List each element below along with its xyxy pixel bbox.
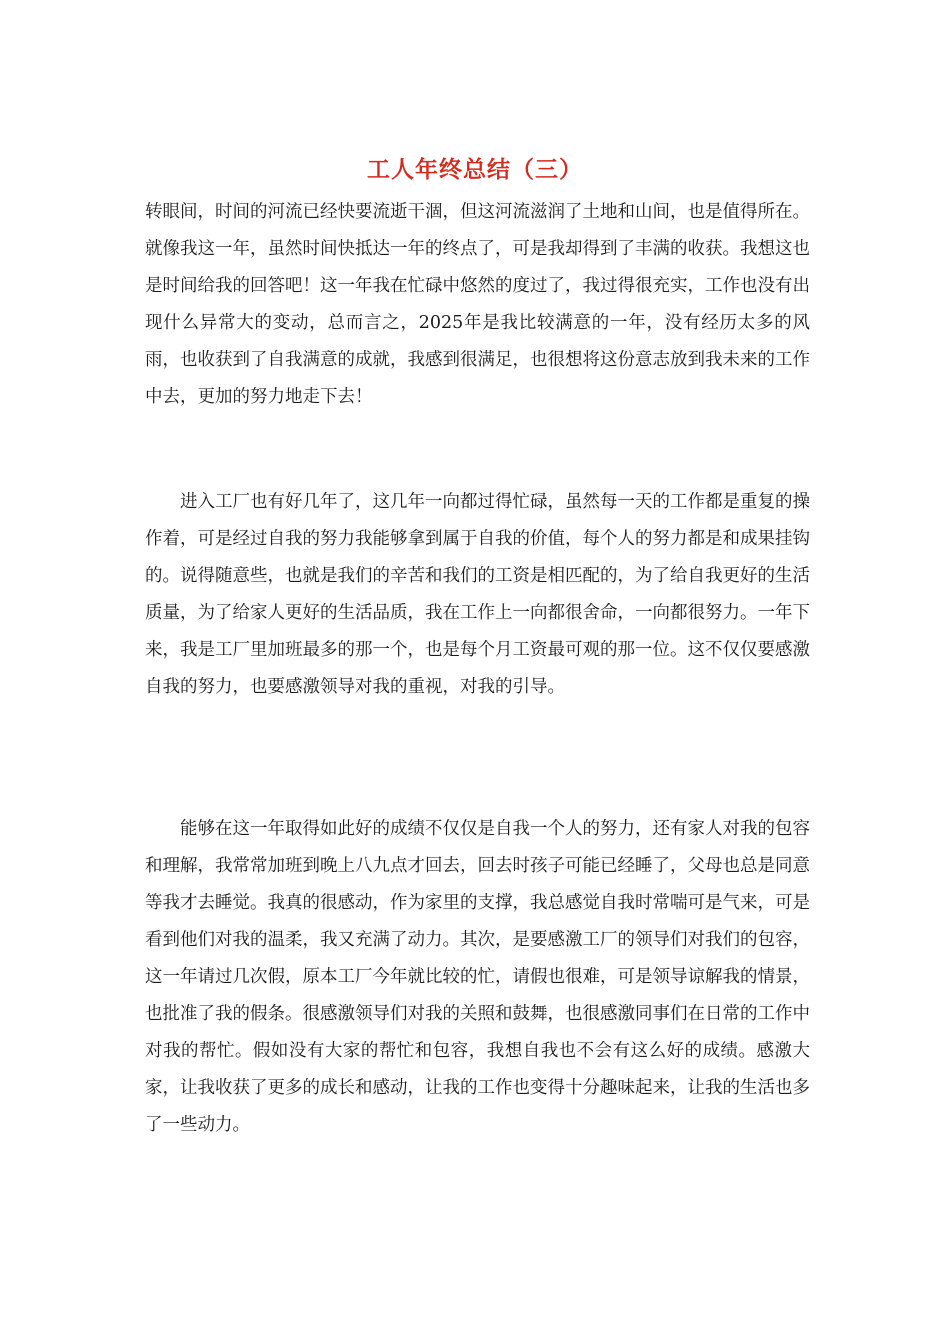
paragraph-3: 能够在这一年取得如此好的成绩不仅仅是自我一个人的努力，还有家人对我的包容和理解，我常常加班到晚上八九点才回去，回去时孩子可能已经睡了，父母也总是同意等我才去睡觉。我真的很感动，作为家里的支撑，我总感觉自我时常喘可是气来，可是看到他们对我的温柔，我又充满了动力。其次，是要感激工厂的领导们对我们的包容，这一年请过几次假，原本工厂今年就比较的忙，请假也很难，可是领导谅解我的情景，也批准了我的假条。很感激领导们对我的关照和鼓舞，也很感激同事们在日常的工作中对我的帮忙。假如没有大家的帮忙和包容，我想自我也不会有这么好的成绩。感激大家，让我收获了更多的成长和感动，让我的工作也变得十分趣味起来，让我的生活也多了一些动力。 [145,819,810,1135]
document-title: 工人年终总结（三） [367,156,583,183]
paragraph-2: 进入工厂也有好几年了，这几年一向都过得忙碌，虽然每一天的工作都是重复的操作着，可是经过自我的努力我能够拿到属于自我的价值，每个人的努力都是和成果挂钩的。说得随意些，也就是我们的辛苦和我们的工资是相匹配的，为了给自我更好的生活质量，为了给家人更好的生活品质，我在工作上一向都很舍命，一向都很努力。一年下来，我是工厂里加班最多的那一个，也是每个月工资最可观的那一位。这不仅仅要感激自我的努力，也要感激领导对我的重视，对我的引导。 [145,492,810,697]
paragraph-1: 转眼间，时间的河流已经快要流逝干涸，但这河流滋润了土地和山间，也是值得所在。就像我这一年，虽然时间快抵达一年的终点了，可是我却得到了丰满的收获。我想这也是时间给我的回答吧！这一年我在忙碌中悠然的度过了，我过得很充实，工作也没有出现什么异常大的变动，总而言之，2025年是我比较满意的一年，没有经历太多的风雨，也收获到了自我满意的成就，我感到很满足，也很想将这份意志放到我未来的工作中去，更加的努力地走下去！ [145,202,810,407]
